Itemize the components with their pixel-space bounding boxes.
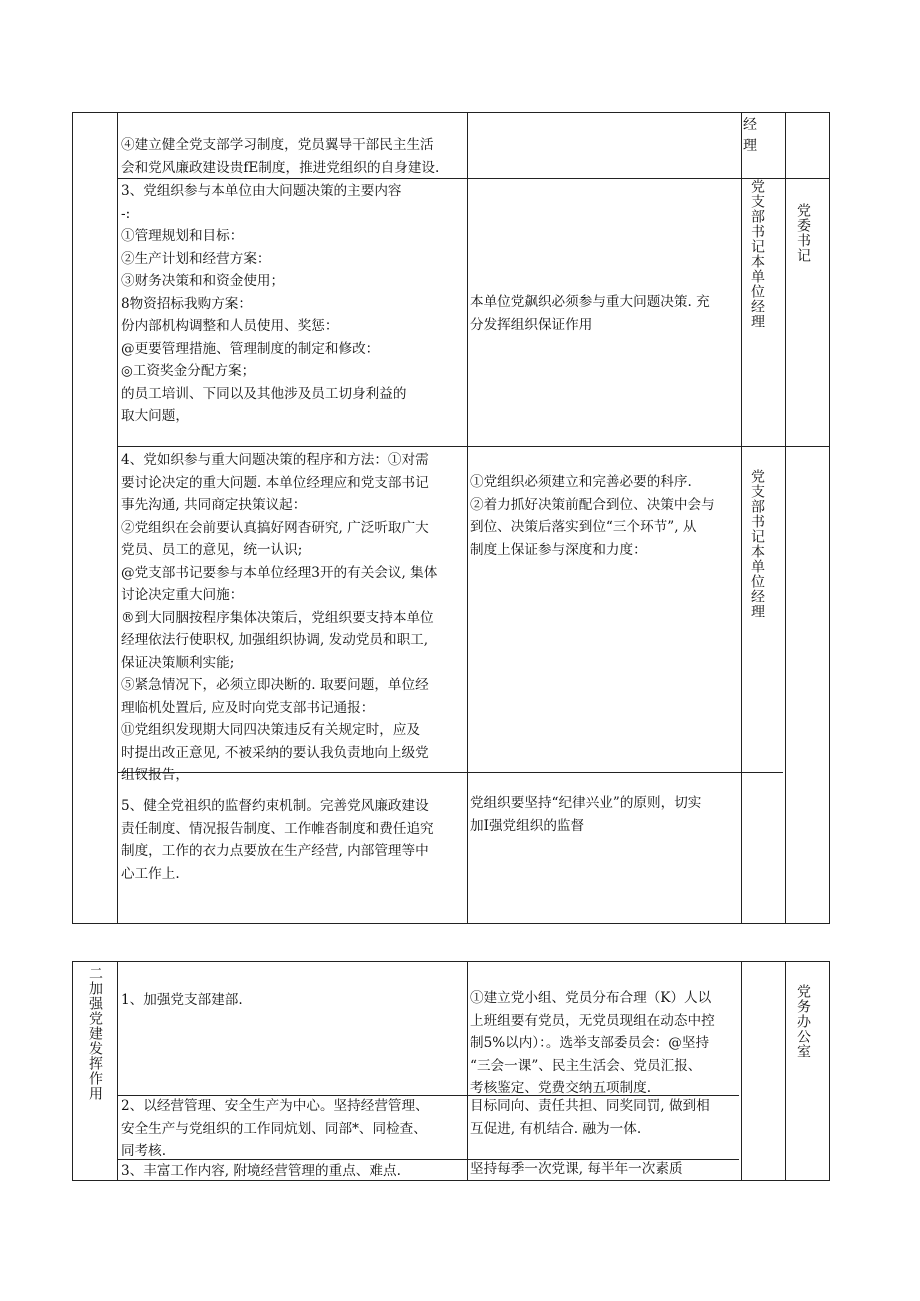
text-line: ②着力抓好决策前配合到位、决策中会与 xyxy=(470,496,715,513)
col-divider xyxy=(117,113,118,923)
text-line: -: xyxy=(121,205,131,222)
requirement-row3 xyxy=(470,471,740,561)
text-line: 1、加强党支部建部. xyxy=(121,992,243,1008)
text-line: 坚持每季一次党课, 每半年一次素质 xyxy=(470,1161,683,1177)
text-line: 时提出改正意见, 不被采纳的要认我负责地向上级党 xyxy=(121,744,429,761)
text-line: 的员工培训、下同以及其他涉及员工切身利益的 xyxy=(121,385,407,402)
col-divider xyxy=(467,113,468,923)
text-line: @党支部书记要参与本单位经理3开的有关会议, 集体 xyxy=(121,564,438,581)
requirement-row3 xyxy=(470,1158,742,1181)
text-line: 党员、员工的意见，统一认识; xyxy=(121,542,303,558)
text-line: ⑤紧急情况下，必须立即决断的. 取要问题，单位经 xyxy=(121,677,429,693)
text-line: 讨论决定重大问施： xyxy=(121,587,244,603)
col-divider xyxy=(467,962,468,1180)
text-line: 到位、决策后落实到位“三个环节”, 从 xyxy=(470,519,697,535)
task-content-row1 xyxy=(121,989,465,1012)
text-line: 理临机处置后, 应及时向党支部书记通报： xyxy=(121,699,375,716)
text-line: ①党组织必须建立和完善必要的科序. xyxy=(470,474,692,490)
responsibility-table-1 xyxy=(72,112,830,924)
text-line: 考核鉴定、党费交纳五项制度. xyxy=(470,1080,652,1096)
col-divider xyxy=(785,962,786,1180)
text-line: ②党组织在会前要认真搞好网杳研究, 广泛听取广大 xyxy=(121,519,429,536)
owner-row1: 经理 xyxy=(743,117,757,154)
task-content-row3 xyxy=(121,449,465,787)
leader-row2: 党委书记 xyxy=(795,203,811,263)
text-line: 要讨论决定的重大问题. 本单位经理应和党支部书记 xyxy=(121,474,429,491)
col-divider xyxy=(785,113,786,923)
text-line: 3、党组织参与本单位由大问题决策的主要内容 xyxy=(121,183,402,199)
task-content-row3 xyxy=(121,1160,465,1183)
owner-row2: 党支部书记本单位经理 xyxy=(749,179,765,329)
text-line: 党组织要坚持“纪律兴业”的原则，切实 xyxy=(470,795,702,811)
text-line: 份内部机构调整和人员使用、奖惩： xyxy=(121,318,339,334)
text-line: 3、丰富工作内容, 附境经营管理的重点、难点. xyxy=(121,1163,401,1179)
text-line: ◎工资奖金分配方案； xyxy=(121,363,256,379)
text-line: ①管理规划和目标： xyxy=(121,228,244,244)
task-content-row2 xyxy=(121,1095,465,1163)
section-label: 二加强党建发挥作用 xyxy=(87,966,103,1101)
text-line: ⑪党组织发现期大同四决策违反有关规定时，应及 xyxy=(121,722,421,738)
task-content-row1 xyxy=(121,134,465,179)
text-line: 经理依法行使职权, 加强组织协调, 发动党员和职工, xyxy=(121,632,429,648)
text-line: 事先沟通, 共同商定抉策议起： xyxy=(121,497,307,513)
row-divider xyxy=(117,446,829,447)
text-line: ④建立健全党支部学习制度，党员翼导干部民主生活 xyxy=(121,137,434,153)
text-line: 保证决策顺利实能; xyxy=(121,654,235,671)
leader-row1: 党务办公室 xyxy=(795,984,811,1059)
text-line: ®到大同胭按程序集体决策后，党组织要支持本单位 xyxy=(121,609,434,626)
text-line: 2、以经营管理、安全生产为中心。坚持经营管理、 xyxy=(121,1098,429,1114)
text-line: 上班组要有党员，无党员现组在动态中控 xyxy=(470,1012,715,1029)
col-divider xyxy=(117,962,118,1180)
text-line: 分发挥组织保证作用 xyxy=(470,316,593,333)
text-line: 责任制度、情况报告制度、工作帷沓制度和费任追究 xyxy=(121,820,434,837)
text-line: 会和党风廉政建设贵fE制度，推进党组织的自身建设. xyxy=(121,159,440,176)
text-line: ①建立党小组、党员分布合理（K）人以 xyxy=(470,990,712,1006)
text-line: 制度上保证参与深度和力度： xyxy=(470,541,647,558)
task-content-row2 xyxy=(121,180,465,428)
text-line: 本单位党飙织必须参与重大问题决策. 充 xyxy=(470,294,710,310)
requirement-row2 xyxy=(470,1095,740,1140)
text-line: 安全生产与党组织的工作同炕划、同部*、同检查、 xyxy=(121,1120,427,1137)
text-line: ③财务决策和和资金使用； xyxy=(121,273,285,289)
text-line: 目标同向、责任共担、同奖同罚, 做到相 xyxy=(470,1098,710,1114)
col-divider xyxy=(741,113,742,923)
text-line: 制5%以内）：。选举支部委员会：@坚持 xyxy=(470,1035,710,1051)
text-line: ②生产计划和经营方案： xyxy=(121,250,271,267)
responsibility-table-2 xyxy=(72,961,830,1181)
text-line: 心工作上. xyxy=(121,865,180,882)
text-line: 同考核. xyxy=(121,1143,167,1159)
text-line: 制度，工作的衣力点要放在生产经营, 内部管理等中 xyxy=(121,843,429,859)
text-line: @更要管理措施、管理制度的制定和修改： xyxy=(121,340,380,357)
text-line: 4、党如织参与重大问题决策的程序和方法：①对需 xyxy=(121,452,429,468)
requirement-row1 xyxy=(470,987,742,1100)
text-line: 5、健全党祖织的监督约束机制。完善党风廉政建设 xyxy=(121,798,429,814)
requirement-row4 xyxy=(470,792,740,837)
text-line: 加I强党组织的监督 xyxy=(470,817,585,834)
text-line: “三会一课”、民主生活会、党员汇报、 xyxy=(470,1057,702,1074)
text-line: 互促进, 有机结合. 融为一体. xyxy=(470,1120,642,1137)
text-line: 组钗报告， xyxy=(121,767,189,783)
text-line: 8物资招标我购方案： xyxy=(121,295,252,312)
text-line: 取大问题， xyxy=(121,408,189,424)
requirement-row2 xyxy=(470,291,740,336)
task-content-row4 xyxy=(121,795,465,885)
owner-row3: 党支部书记本单位经理 xyxy=(749,469,765,619)
